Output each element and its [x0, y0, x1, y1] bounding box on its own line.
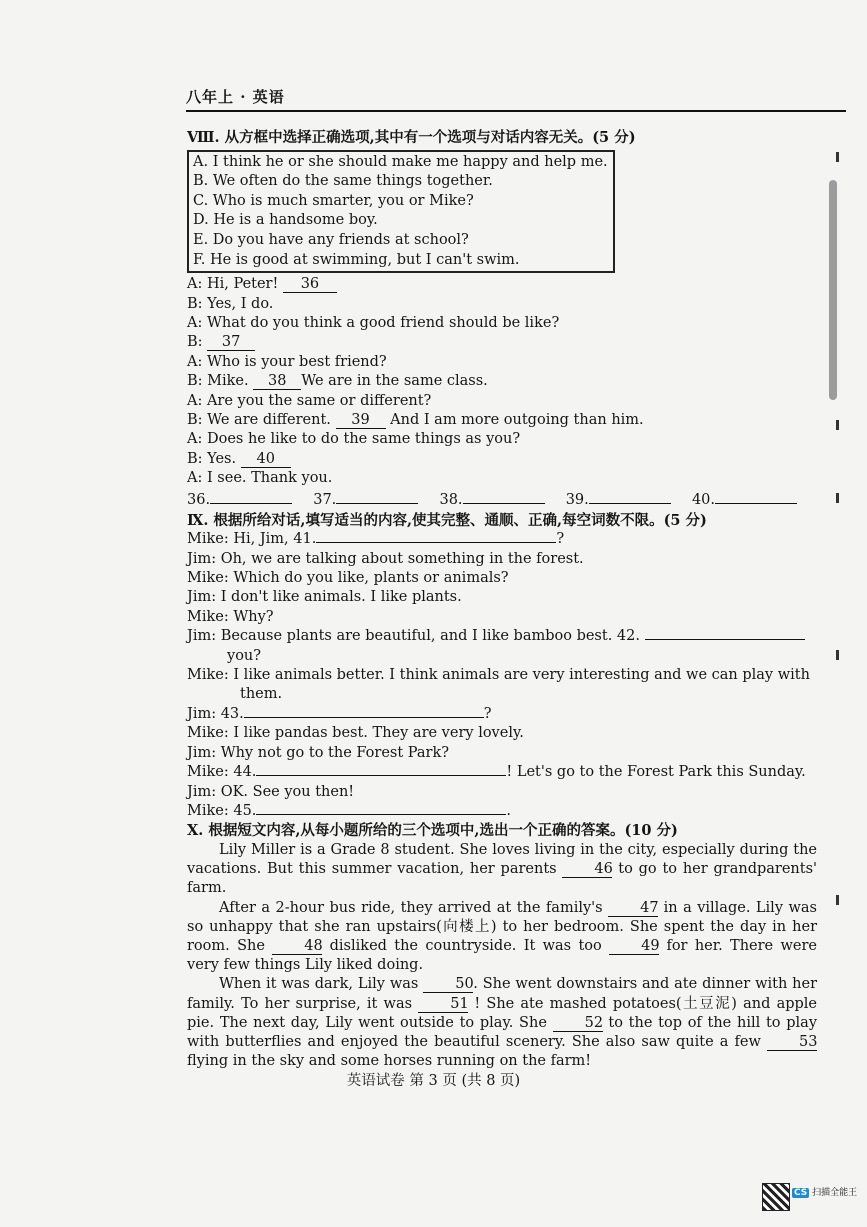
blank-42[interactable] — [645, 639, 805, 640]
dialog-line: A: Hi, Peter! 36 — [187, 275, 817, 294]
passage-paragraph-2: After a 2-hour bus ride, they arrived at the family's 47 in a village. Lily was so unhappy that she ran upstairs(向楼上) to her bedroom. She spent the day in her room. She 48 disliked the countryside. It was too 49 for her. There were very few things Lily liked doing. — [187, 899, 818, 974]
answer-37[interactable]: 37. — [313, 489, 418, 511]
blank-50[interactable]: 50 — [423, 977, 473, 993]
blank-43[interactable] — [244, 717, 484, 718]
option-c: C. Who is much smarter, you or Mike? — [193, 192, 474, 209]
header-divider — [186, 110, 846, 112]
edge-mark — [836, 493, 839, 503]
page-content — [187, 128, 817, 1071]
blank-46[interactable]: 46 — [562, 862, 612, 878]
blank-38[interactable]: 38 — [253, 374, 301, 390]
dialog-line: A: What do you think a good friend should be like? — [187, 314, 560, 331]
dialog-line: Mike: 44. ! Let's go to the Forest Park this Sunday. — [187, 764, 806, 781]
blank-53[interactable]: 53 — [767, 1035, 817, 1051]
blank-36[interactable]: 36 — [283, 277, 337, 293]
dialog-line: Mike: 45. . — [187, 802, 512, 819]
answer-row — [187, 489, 797, 511]
section-9-title: Ⅸ. 根据所给对话,填写适当的内容,使其完整、通顺、正确,每空词数不限。(5 分) — [187, 511, 707, 529]
option-e: E. Do you have any friends at school? — [193, 231, 469, 248]
dialog-line: Mike: Which do you like, plants or animals? — [187, 570, 509, 587]
answer-40[interactable]: 40. — [692, 489, 797, 511]
edge-mark — [836, 420, 839, 430]
qr-code-icon — [762, 1183, 790, 1211]
dialog-line: B: We are different. 39 And I am more outgoing than him. — [187, 412, 644, 428]
dialog-line: B: Yes. 40 — [187, 450, 817, 469]
dialog-line: A: I see. Thank you. — [187, 470, 333, 487]
option-a: A. I think he or she should make me happy and help me. — [193, 153, 608, 170]
edge-mark — [836, 895, 839, 905]
dialog-line: Jim: Oh, we are talking about something in the forest. — [187, 550, 584, 567]
dialog-line: Jim: Why not go to the Forest Park? — [187, 744, 450, 761]
blank-41[interactable] — [316, 542, 556, 543]
blank-48[interactable]: 48 — [272, 939, 322, 955]
answer-36[interactable]: 36. — [187, 489, 292, 511]
blank-37[interactable]: 37 — [207, 335, 255, 351]
dialog-line-cont: them. — [240, 686, 283, 703]
passage-paragraph-1: Lily Miller is a Grade 8 student. She loves living in the city, especially during the vacations. But this summer vacation, her parents 46 to go to her grandparents' farm. — [187, 841, 818, 897]
option-b: B. We often do the same things together. — [193, 173, 493, 190]
dialog-line: Jim: OK. See you then! — [187, 783, 355, 800]
dialog-line: B: Yes, I do. — [187, 295, 274, 312]
section-10-title: Ⅹ. 根据短文内容,从每小题所给的三个选项中,选出一个正确的答案。(10 分) — [187, 822, 678, 840]
blank-49[interactable]: 49 — [609, 939, 659, 955]
options-box — [187, 150, 615, 274]
dialog-line: Mike: Why? — [187, 608, 274, 625]
dialog-line-cont: you? — [227, 647, 262, 664]
page-footer: 英语试卷 第 3 页 (共 8 页) — [346, 1073, 521, 1089]
edge-mark — [836, 152, 839, 162]
page-header: 八年上 · 英语 — [186, 88, 285, 106]
dialog-line: A: Are you the same or different? — [187, 392, 432, 409]
scrollbar[interactable] — [829, 180, 837, 400]
blank-52[interactable]: 52 — [553, 1016, 603, 1032]
dialog-line: B: Mike. 38 We are in the same class. — [187, 373, 488, 390]
dialog-line: A: Does he like to do the same things as you? — [187, 431, 521, 448]
passage-paragraph-3: When it was dark, Lily was 50. She went downstairs and ate dinner with her family. To her surprise, it was 51 ! She ate mashed potatoes(土豆泥) and apple pie. The next day, Lily went outside to play. She 52 to the top of the hill to play with butterflies and enjoyed the beautiful scenery. She also saw quite a few 53 flying in the sky and some horses running on the farm! — [187, 976, 818, 1070]
blank-39[interactable]: 39 — [336, 413, 386, 429]
blank-40[interactable]: 40 — [241, 452, 291, 468]
blank-44[interactable] — [256, 775, 506, 776]
dialog-line: Mike: I like animals better. I think animals are very interesting and we can play with — [187, 667, 810, 684]
section-8-title: Ⅷ. 从方框中选择正确选项,其中有一个选项与对话内容无关。(5 分) — [187, 129, 636, 146]
dialog-line: Jim: 43. ? — [187, 705, 492, 722]
scanner-watermark: CS 扫描全能王 — [794, 1188, 858, 1198]
dialog-line: B: 37 — [187, 333, 817, 352]
answer-38[interactable]: 38. — [439, 489, 544, 511]
dialog-line: A: Who is your best friend? — [187, 353, 387, 370]
blank-45[interactable] — [256, 814, 506, 815]
answer-39[interactable]: 39. — [566, 489, 671, 511]
edge-mark — [836, 650, 839, 660]
dialog-line: Mike: Hi, Jim, 41. ? — [187, 531, 565, 548]
dialog-line: Mike: I like pandas best. They are very lovely. — [187, 725, 524, 742]
dialog-line: Jim: I don't like animals. I like plants. — [187, 589, 462, 606]
option-d: D. He is a handsome boy. — [193, 212, 378, 229]
dialog-line: Jim: Because plants are beautiful, and I like bamboo best. 42. — [187, 627, 817, 646]
blank-47[interactable]: 47 — [608, 901, 658, 917]
blank-51[interactable]: 51 — [418, 997, 468, 1013]
option-f: F. He is good at swimming, but I can't swim. — [193, 251, 520, 268]
